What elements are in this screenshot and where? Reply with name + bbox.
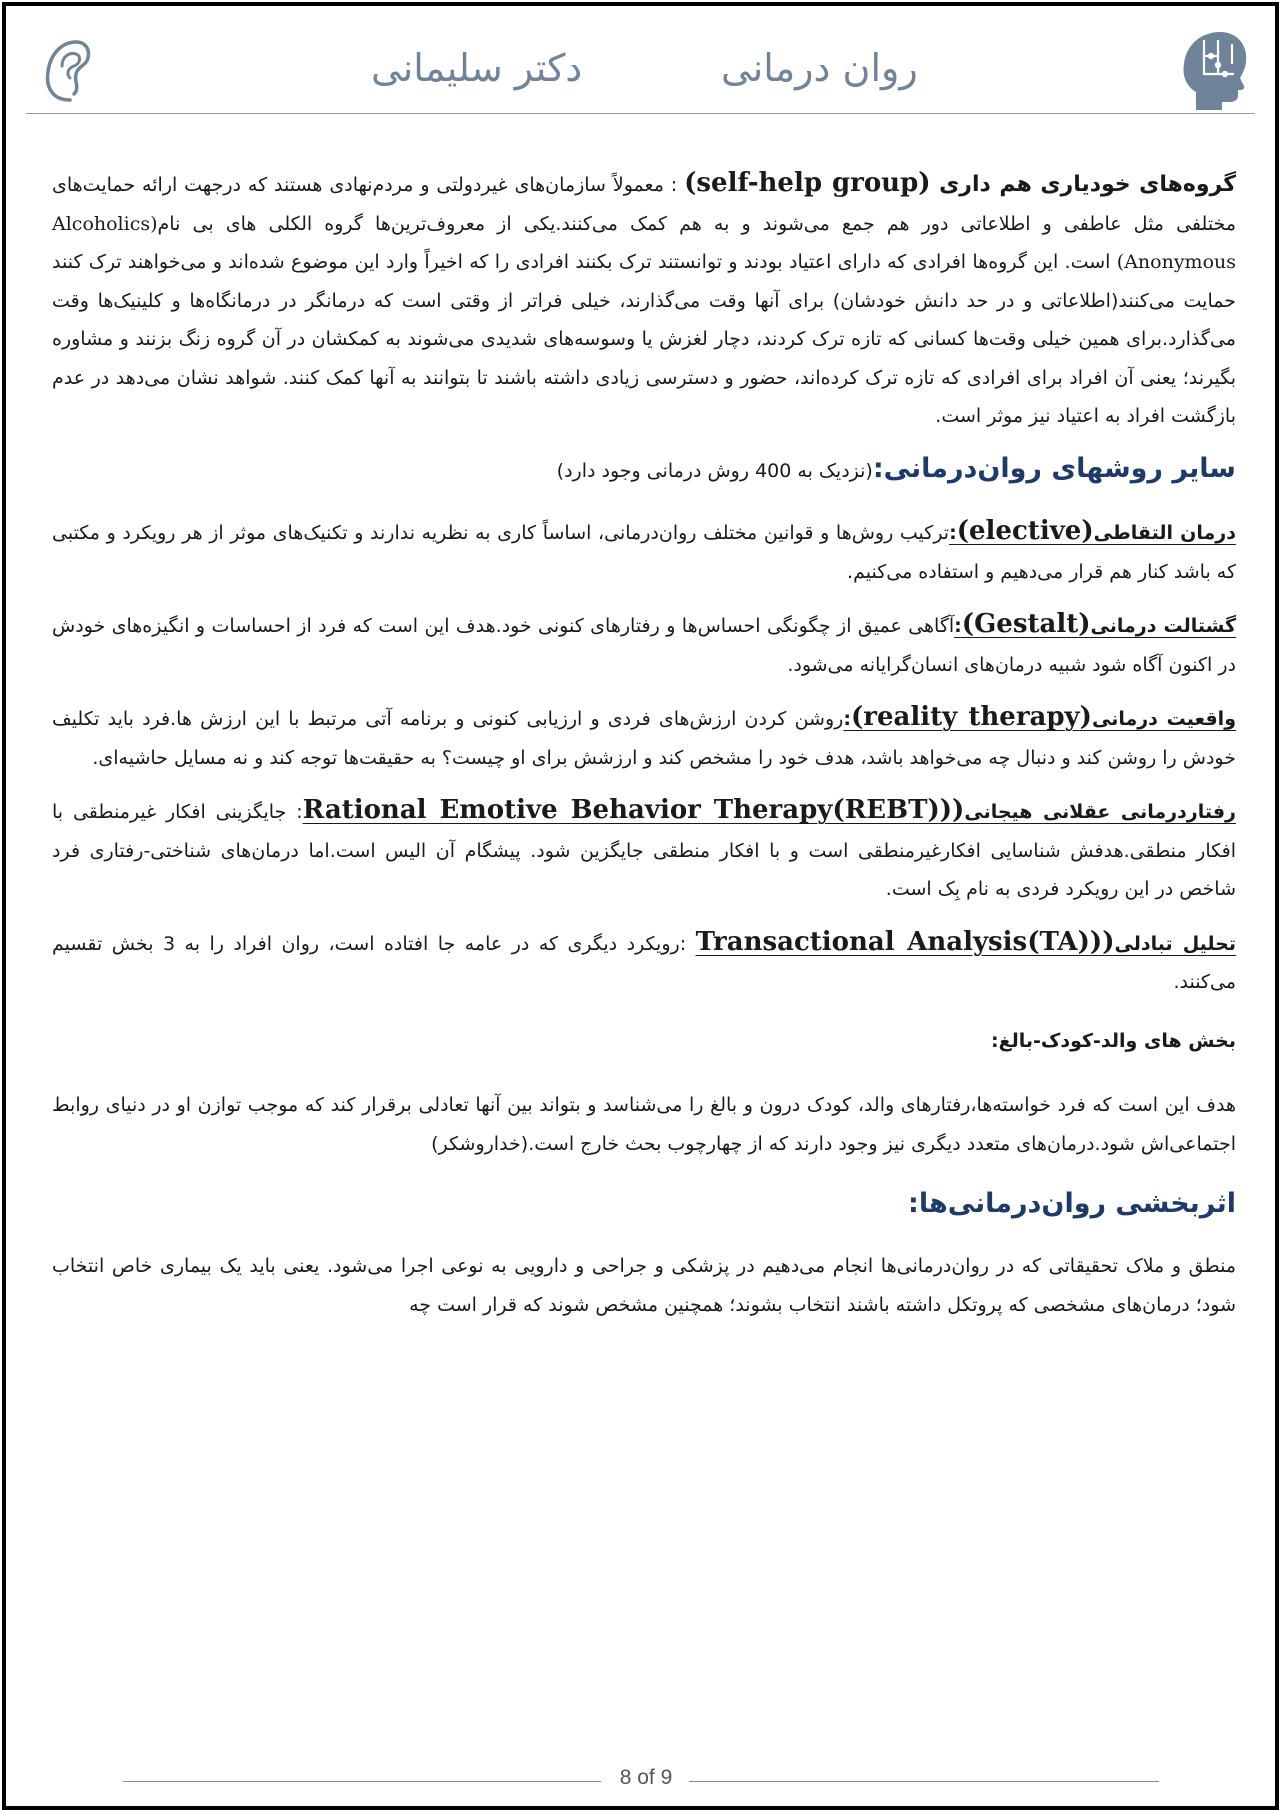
reality-term-en: (reality therapy) bbox=[850, 702, 1092, 732]
rebt-text: جایگزینی افکار غیرمنطقی با افکار منطقی.هدفش شناسایی افکارغیرمنطقی است و با افکار منطقی جایگزین شود. پیشگام آن الیس است.اما درمان‌های شناختی-رفتاری فرد شاخص در این رویکرد فردی به نام بِک است. bbox=[52, 801, 1236, 900]
paragraph-rebt bbox=[52, 791, 1236, 909]
reality-term-fa: واقعیت درمانی bbox=[1091, 708, 1237, 730]
paragraph-self-help bbox=[52, 164, 1236, 436]
section-effectiveness-title: اثربخشی روان‌درمانی‌ها: bbox=[908, 1188, 1236, 1219]
ta-colon: : bbox=[679, 932, 696, 955]
ta-term-fa: تحلیل تبادلی bbox=[1114, 932, 1236, 955]
page-header bbox=[6, 6, 1275, 116]
eclectic-text: ترکیب روش‌ها و قوانین مختلف روان‌درمانی، اساساً کاری به نظریه ندارند و تکنیک‌های موثر از هر رویکرد و مکتبی که باشد کنار هم قرار می‌دهیم و استفاده می‌کنیم. bbox=[52, 522, 1236, 583]
section-other-methods bbox=[52, 450, 1236, 491]
main-content bbox=[52, 164, 1236, 1338]
paragraph-transactional bbox=[52, 923, 1236, 1002]
paragraph-ta-goal: هدف این است که فرد خواسته‌ها،رفتارهای والد، کودک درون و بالغ را می‌شناسد و بتواند بین آنها تعادلی برقرار کند که موجب توازن او در دنیای روابط اجتماعی‌اش شود.درمان‌های متعدد دیگری نیز وجود دارند که از چهارچوب بحث خارج است.(خداروشکر) bbox=[52, 1094, 1236, 1155]
document-title: روان درمانی bbox=[721, 46, 918, 90]
gestalt-text: آگاهی عمیق از چگونگی احساس‌ها و رفتارهای کنونی خود.هدف این است که فرد از احساسات و انگیزه‌های خودش در اکنون آگاه شود شبیه درمان‌های انسان‌گرایانه می‌شود. bbox=[52, 615, 1236, 676]
footer-rule-right bbox=[689, 1781, 1159, 1782]
section-other-methods-note: (نزدیک به 400 روش درمانی وجود دارد) bbox=[556, 459, 873, 482]
self-help-heading-fa: گروه‌های خودیاری هم داری bbox=[939, 172, 1237, 197]
eclectic-term-en: (elective) bbox=[956, 516, 1094, 546]
footer-rule-left bbox=[123, 1781, 601, 1782]
page-footer bbox=[6, 1766, 1275, 1796]
ta-text: رویکرد دیگری که در عامه جا افتاده است، روان افراد را به 3 بخش تقسیم می‌کنند. bbox=[52, 932, 1236, 993]
self-help-text: : معمولاً سازمان‌های غیردولتی و مردم‌نهادی هستند که درجهت ارائه حمایت‌های مختلفی مثل عاطفی و اطلاعاتی دور هم جمع می‌شوند و به هم کمک می‌کنند.یکی از معروف‌ترین‌ها گروه الکلی های بی نام bbox=[52, 174, 1236, 235]
rebt-term-fa: رفتاردرمانی عقلانی هیجانی bbox=[964, 801, 1236, 823]
header-divider bbox=[26, 113, 1255, 114]
gestalt-colon: : bbox=[954, 615, 962, 637]
self-help-text-continued: است. این گروه‌ها افرادی که دارای اعتیاد بودند و توانستند ترک بکنند افرادی را که اخیراً وارد این موضوع شده‌اند و می‌خواهند ترک کنند حمایت می‌کنند(اطلاعاتی و در حد دانش خودشان) برای آنها وقت می‌گذارند، خیلی فراتر از وقتی است که درمانگر در درمانگاه‌ها و کلینیک‌ها وقت می‌گذارد.برای همین خیلی وقت‌ها کسانی که تازه ترک کردند، دچار لغزش یا وسوسه‌های شدیدی می‌شوند به کمکشان در آن گروه زنگ بزنند و مشاوره بگیرند؛ یعنی آن افراد برای افرادی که تازه ترک کرده‌اند، حضور و دسترسی زیادی داشته باشند تا بتوانند به آنها کمک کنند. شواهد نشان می‌دهد در عدم بازگشت افراد به اعتیاد نیز موثر است. bbox=[52, 251, 1236, 427]
eclectic-colon: : bbox=[949, 522, 957, 544]
reality-colon: : bbox=[843, 708, 851, 730]
document-page bbox=[2, 2, 1279, 1810]
alcoholics-anonymous-label: (Alcoholics Anonymous) bbox=[52, 212, 1236, 273]
subheading-parent-child-adult: بخش های والد-کودک-بالغ: bbox=[991, 1029, 1236, 1052]
head-puzzle-icon bbox=[1178, 30, 1250, 112]
self-help-heading-en: (self-help group) bbox=[684, 168, 931, 198]
reality-text: روشن کردن ارزش‌های فردی و ارزیابی کنونی و برنامه آتی مرتبط با این ارزش ها.فرد باید تکلیف خودش را روشن کند و دنبال چه می‌خواهد باشد، هدف خود را مشخص کند و ارزشش برای او چیست؟ به حقیقت‌ها توجه کند و نه مسایل حاشیه‌ای. bbox=[52, 708, 1236, 769]
paragraph-effectiveness: منطق و ملاک تحقیقاتی که در روان‌درمانی‌ها انجام می‌دهیم در پزشکی و جراحی و دارویی به نوعی اجرا می‌شود. یعنی باید یک بیماری خاص انتخاب شود؛ درمان‌های مشخصی که پروتکل داشته باشند انتخاب بشوند؛ همچنین مشخص شوند که قرار است چه bbox=[52, 1255, 1236, 1316]
paragraph-gestalt bbox=[52, 605, 1236, 684]
eclectic-term-fa: درمان التقاطی bbox=[1093, 522, 1236, 544]
paragraph-reality-therapy bbox=[52, 698, 1236, 777]
gestalt-term-en: (Gestalt) bbox=[961, 609, 1091, 639]
section-other-methods-title: سایر روشهای روان‌درمانی: bbox=[872, 452, 1236, 484]
gestalt-term-fa: گشتالت درمانی bbox=[1090, 615, 1236, 637]
rebt-term-en: ((Rational Emotive Behavior Therapy(REBT) bbox=[302, 795, 965, 825]
author-title: دکتر سلیمانی bbox=[371, 46, 583, 90]
ear-icon bbox=[40, 36, 92, 106]
page-number: 8 of 9 bbox=[619, 1766, 673, 1789]
paragraph-eclectic bbox=[52, 512, 1236, 591]
rebt-colon: : bbox=[296, 801, 303, 823]
ta-term-en: ((Transactional Analysis(TA) bbox=[695, 926, 1115, 957]
